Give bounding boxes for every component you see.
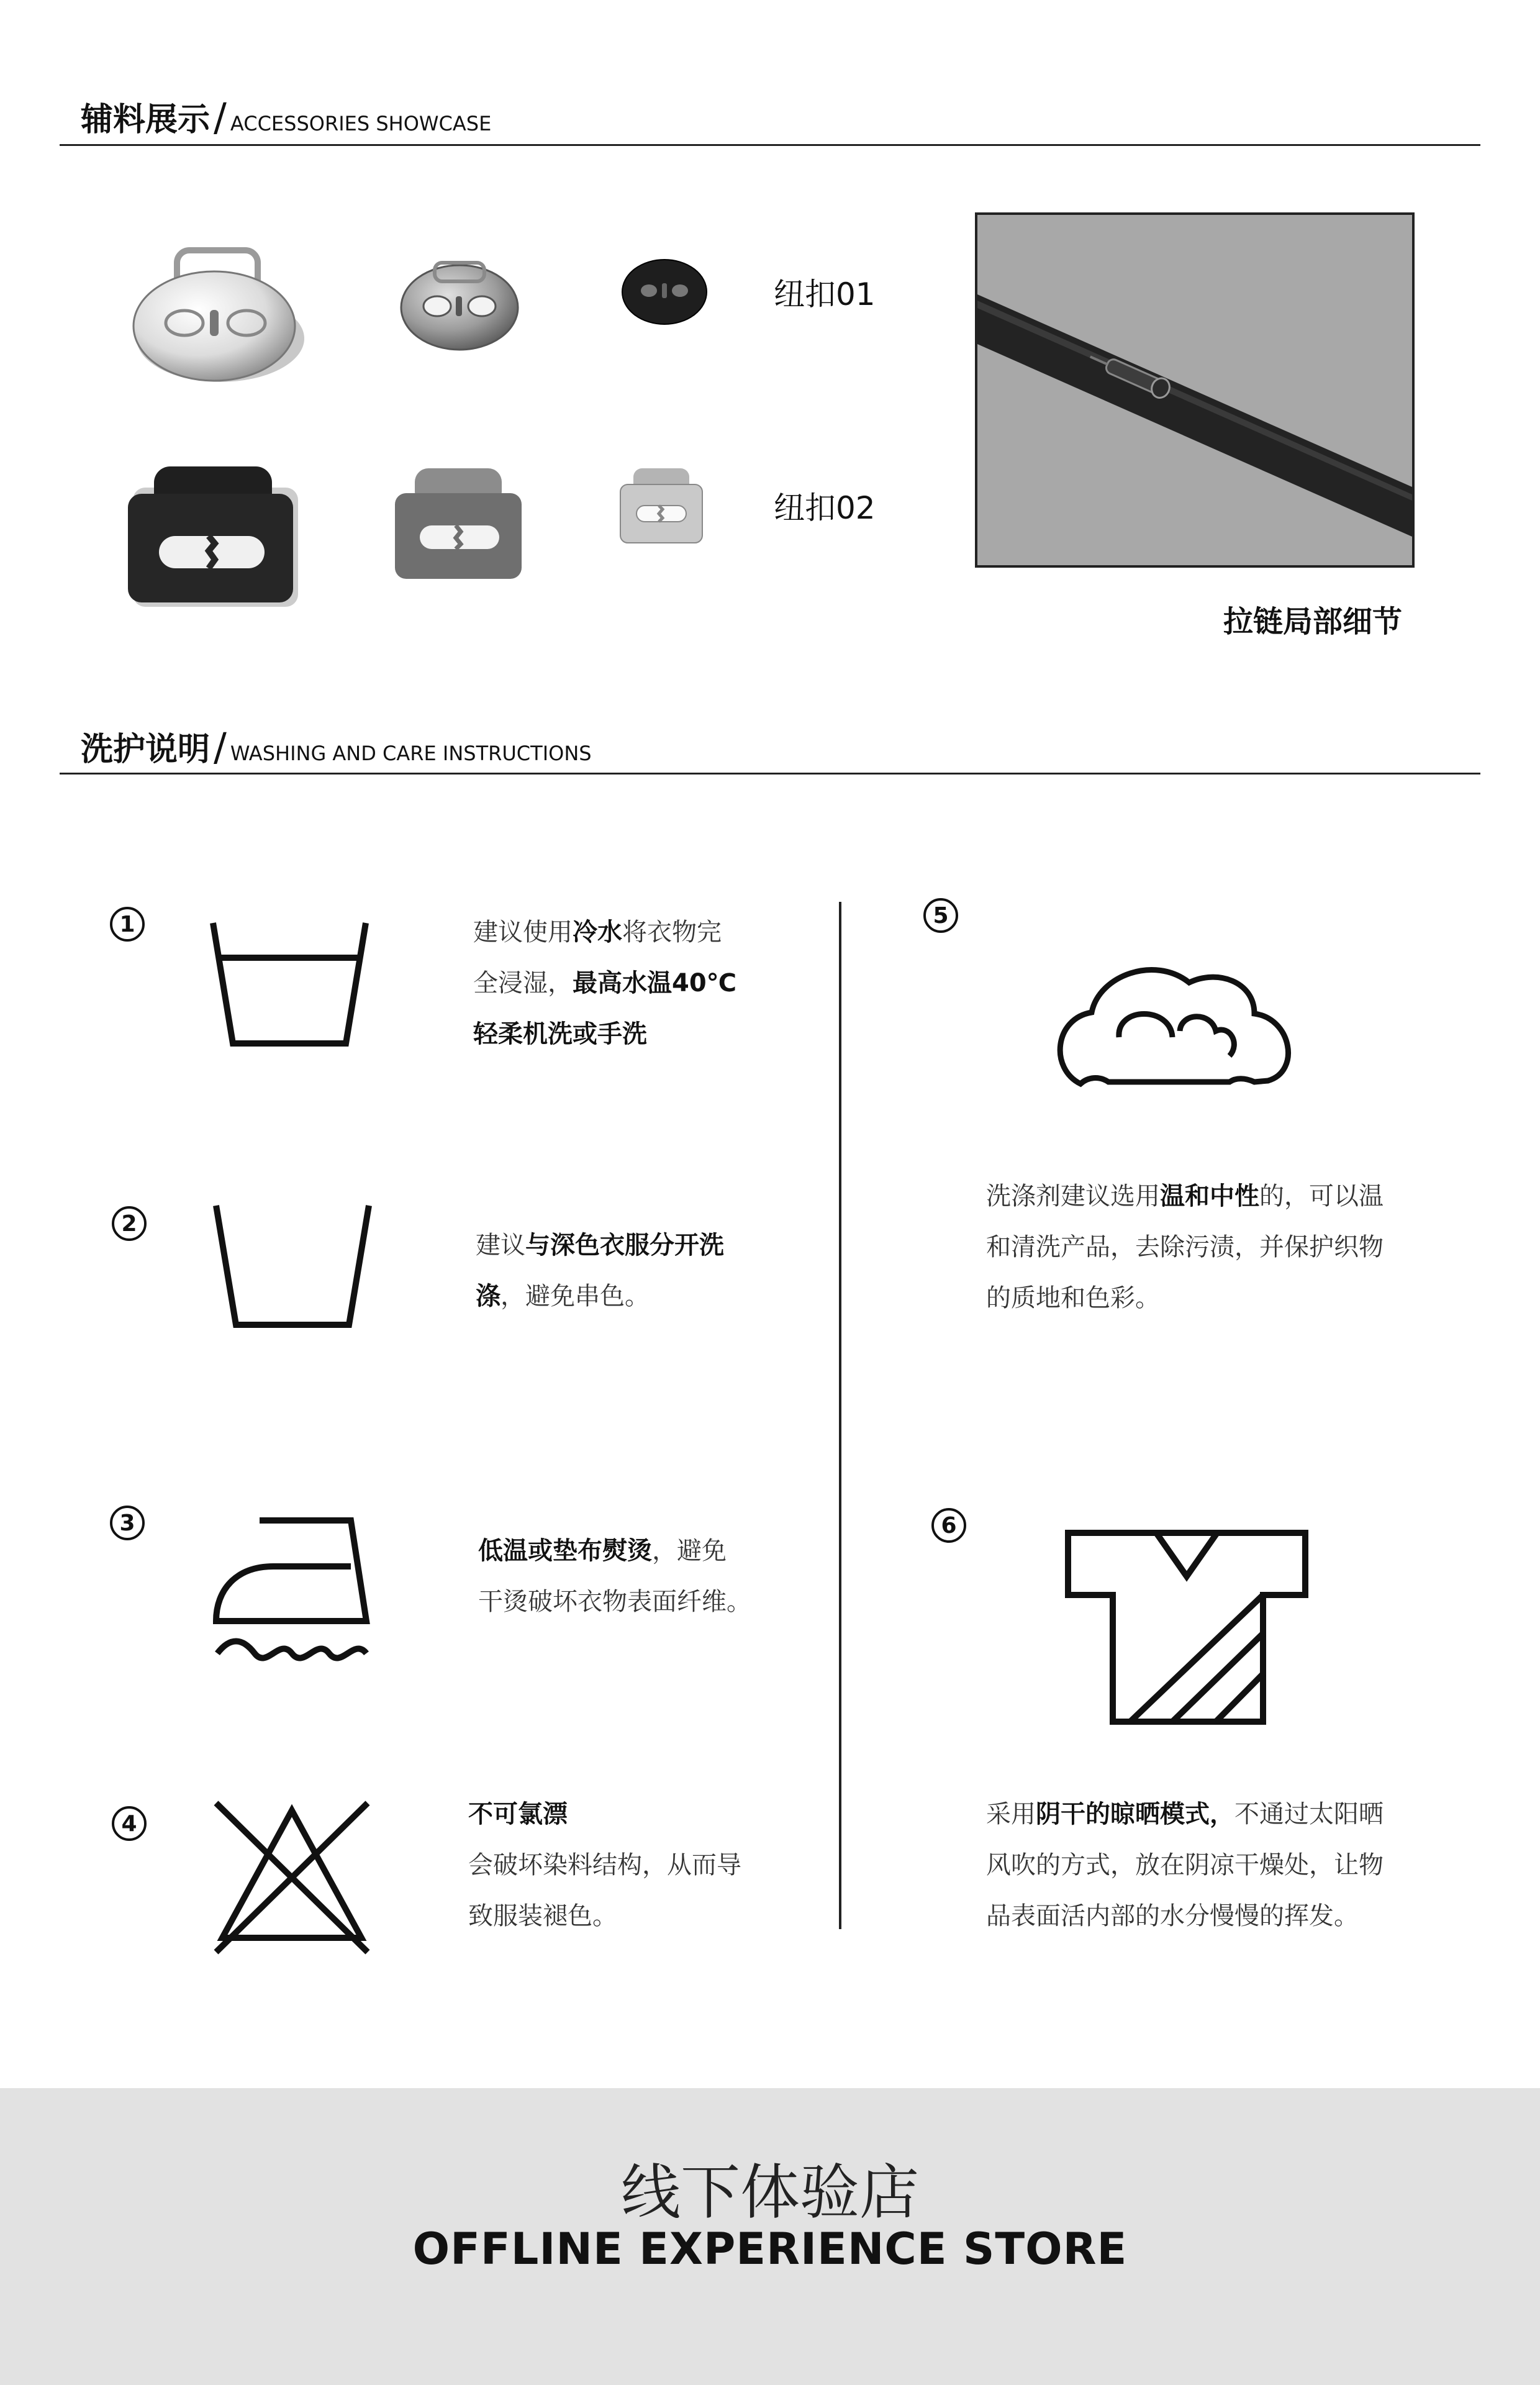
buckle-oval-silver-large-image xyxy=(127,245,307,388)
no-bleach-icon xyxy=(211,1798,373,1956)
accessories-divider xyxy=(60,144,1480,146)
care-item-4-text: 不可氯漂 会破坏染料结构，从而导 致服装褪色。 xyxy=(468,1800,741,1930)
footer-title-zh: 线下体验店 xyxy=(621,2158,919,2227)
care-title-en: WASHING AND CARE INSTRUCTIONS xyxy=(230,742,592,765)
wash-separate-icon xyxy=(211,1202,376,1329)
buckle-oval-black-small-image xyxy=(618,255,711,329)
gentle-detergent-cloud-icon xyxy=(1049,944,1298,1090)
care-item-6-number: 6 xyxy=(931,1508,966,1543)
buckle-02-label: 纽扣02 xyxy=(774,490,876,526)
care-item-6-text: 采用阴干的晾晒模式，不通过太阳晒 风吹的方式，放在阴凉干燥处，让物 品表面活内部的水分慢慢的挥发。 xyxy=(986,1800,1384,1930)
care-item-3-text: 低温或垫布熨烫，避免 干烫破坏衣物表面纤维。 xyxy=(478,1537,751,1616)
care-section-heading xyxy=(81,723,592,770)
care-item-1-number: 1 xyxy=(110,907,145,942)
care-item-3-number: 3 xyxy=(110,1506,145,1540)
heading-slash: / xyxy=(214,724,227,770)
accessories-section-heading xyxy=(81,93,491,140)
buckle-cylinder-silver-small-image xyxy=(618,466,705,547)
shade-dry-shirt-icon xyxy=(1063,1528,1311,1727)
buckle-cylinder-gray-medium-image xyxy=(391,466,528,584)
zipper-detail-label: 拉链局部细节 xyxy=(1223,604,1403,639)
footer-title-en: OFFLINE EXPERIENCE STORE xyxy=(412,2224,1128,2274)
accessories-title-en: ACCESSORIES SHOWCASE xyxy=(230,112,492,135)
care-item-4-number: 4 xyxy=(112,1806,147,1841)
care-item-1-text: 建议使用冷水将衣物完 全浸湿，最高水温40℃ 轻柔机洗或手洗 xyxy=(473,918,737,1048)
buckle-cylinder-black-large-image xyxy=(124,463,304,612)
buckle-oval-gray-medium-image xyxy=(397,252,522,357)
care-column-divider xyxy=(839,902,841,1929)
care-divider xyxy=(60,773,1480,775)
care-item-2-text: 建议与深色衣服分开洗 涤，避免串色。 xyxy=(476,1231,724,1311)
buckle-01-label: 纽扣01 xyxy=(774,276,876,312)
care-item-5-number: 5 xyxy=(923,898,958,933)
care-item-2-number: 2 xyxy=(112,1206,147,1241)
care-title-zh: 洗护说明 xyxy=(81,731,211,768)
zipper-detail-photo xyxy=(976,214,1413,566)
iron-low-icon xyxy=(211,1515,379,1658)
heading-slash: / xyxy=(214,94,227,140)
offline-store-footer xyxy=(0,2088,1540,2385)
care-item-5-text: 洗涤剂建议选用温和中性的，可以温 和清洗产品，去除污渍，并保护织物 的质地和色彩。 xyxy=(986,1182,1384,1312)
accessories-title-zh: 辅料展示 xyxy=(81,101,211,139)
wash-basin-icon xyxy=(208,919,373,1050)
